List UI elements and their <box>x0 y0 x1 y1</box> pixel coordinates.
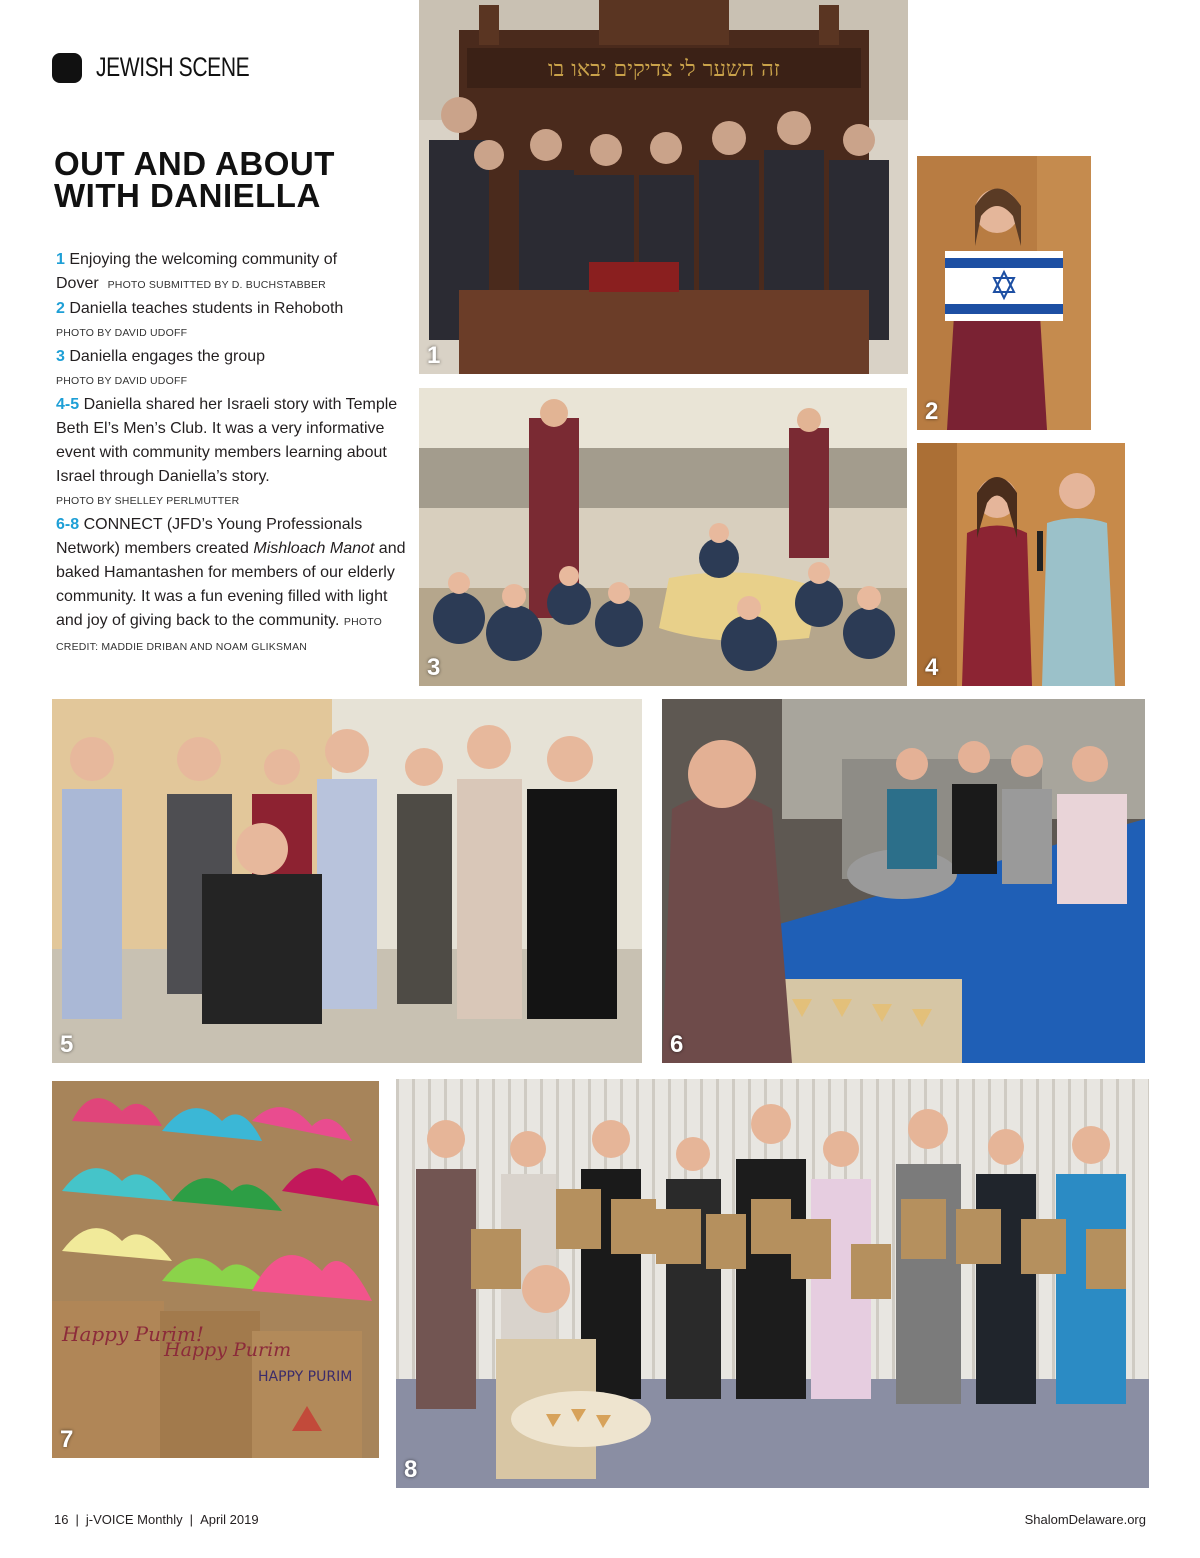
section-tag-square <box>52 53 82 83</box>
photo-number: 2 <box>925 398 939 425</box>
caption-credit: PHOTO BY DAVID UDOFF <box>56 375 188 387</box>
photo-4 <box>917 443 1125 686</box>
caption-credit: PHOTO SUBMITTED BY D. BUCHSTABBER <box>107 279 326 291</box>
caption-text: Daniella engages the group <box>64 348 266 365</box>
photo-number: 3 <box>427 654 441 681</box>
caption-credit: PHOTO BY DAVID UDOFF <box>56 327 188 339</box>
page-footer <box>54 1512 259 1527</box>
ark-inscription: זה השער לי צדיקים יבאו בו <box>548 57 780 82</box>
section-tag-label: JEWISH SCENE <box>96 52 250 82</box>
caption-credit: PHOTO CREDIT: MADDIE DRIBAN AND NOAM GLIKSMAN <box>56 616 383 653</box>
caption-6-8 <box>56 513 406 659</box>
caption-text: Enjoying the welcoming community of Dover <box>56 251 338 292</box>
footer-website: ShalomDelaware.org <box>1024 1512 1146 1527</box>
caption-3 <box>56 345 406 393</box>
caption-number: 4-5 <box>56 396 80 413</box>
bag-1-label: Happy Purim! <box>62 1322 204 1346</box>
publication-name: j-VOICE Monthly <box>85 1512 183 1527</box>
caption-1 <box>56 248 406 297</box>
caption-text: Daniella teaches students in Rehoboth <box>64 300 344 317</box>
headline-line-2: WITH DANIELLA <box>54 177 321 214</box>
photo-8 <box>396 1079 1149 1488</box>
photo-5 <box>52 699 642 1063</box>
section-tag <box>52 52 293 83</box>
photo-7-image <box>52 1081 379 1458</box>
bag-3-label: HAPPY PURIM <box>258 1369 353 1385</box>
photo-number: 5 <box>60 1031 74 1058</box>
photo-1 <box>419 0 908 374</box>
issue-date: April 2019 <box>200 1512 259 1527</box>
photo-number: 7 <box>60 1426 74 1453</box>
photo-3-image <box>419 388 907 686</box>
photo-number: 4 <box>925 654 939 681</box>
photo-2-image <box>917 156 1091 430</box>
bag-2-label: Happy Purim <box>164 1339 292 1361</box>
photo-7 <box>52 1081 379 1458</box>
caption-number: 3 <box>56 348 65 365</box>
footer-separator: | <box>189 1512 194 1527</box>
caption-number: 6-8 <box>56 516 80 533</box>
caption-text: CONNECT (JFD’s Young Professionals Network) members created <box>56 516 363 557</box>
photo-number: 6 <box>670 1031 684 1058</box>
caption-credit: PHOTO BY SHELLEY PERLMUTTER <box>56 495 240 507</box>
footer-separator: | <box>75 1512 79 1527</box>
photo-2 <box>917 156 1091 430</box>
photo-number: 1 <box>427 342 441 369</box>
photo-number: 8 <box>404 1456 418 1483</box>
photo-1-image <box>419 0 908 374</box>
photo-6-image <box>662 699 1145 1063</box>
page-number: 16 <box>54 1512 69 1527</box>
caption-number: 1 <box>56 251 65 268</box>
caption-number: 2 <box>56 300 65 317</box>
photo-6 <box>662 699 1145 1063</box>
caption-4-5 <box>56 393 406 513</box>
caption-text: Daniella shared her Israeli story with Temple Beth El’s Men’s Club. It was a very informative event with community members learning about Israel through Daniella’s story. <box>56 396 398 485</box>
photo-captions <box>56 248 406 659</box>
photo-5-image <box>52 699 642 1063</box>
caption-italic-text: Mishloach Manot <box>253 540 375 557</box>
photo-3 <box>419 388 907 686</box>
photo-4-image <box>917 443 1125 686</box>
headline <box>54 145 414 214</box>
caption-2 <box>56 297 406 345</box>
caption-text: and baked Hamantashen for members of our elderly community. It was a fun evening filled with light and joy of giving back to the community. <box>56 540 406 629</box>
photo-8-image <box>396 1079 1149 1488</box>
headline-line-1: OUT AND ABOUT <box>54 145 335 182</box>
